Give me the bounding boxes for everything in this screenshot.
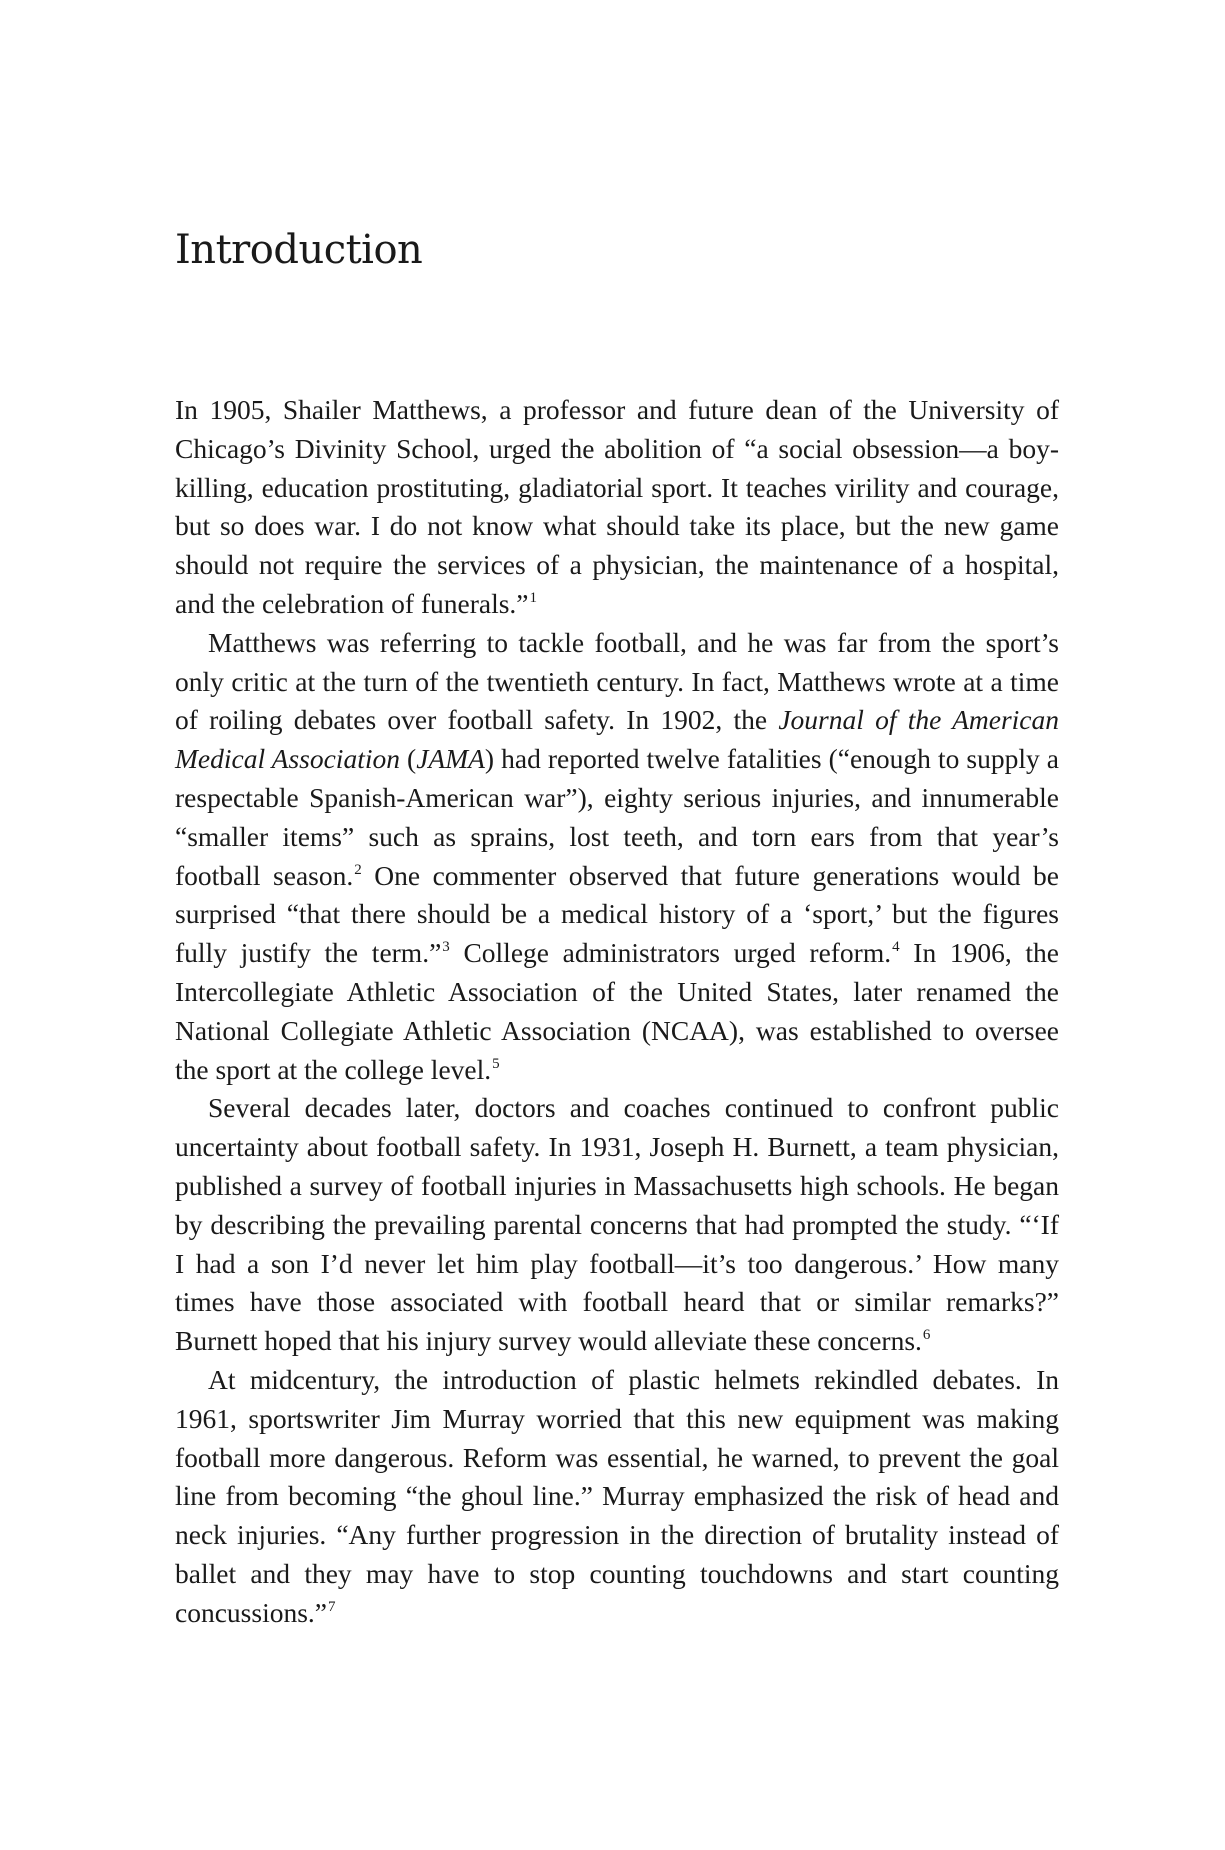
footnote-marker: 1 [529, 589, 538, 606]
italic-title: JAMA [416, 743, 485, 775]
footnote-marker: 6 [922, 1327, 931, 1344]
footnote-marker: 2 [354, 861, 362, 878]
text-run: In 1906, the Intercollegiate Athletic Association of the United States, later renamed the National Collegiate Athletic Association (NCAA), was established to oversee the sport at the college level. [175, 937, 1059, 1085]
chapter-title: Introduction [175, 227, 423, 273]
text-run: ) had reported twelve fatalities (“enough to supply a respectable Spanish-American war”), eighty serious injuries, and innumerable “smaller items” such as sprains, lost teeth, and torn ears from that year’s football season. [175, 743, 1059, 891]
footnote-marker: 5 [492, 1055, 500, 1072]
footnote-marker: 4 [892, 939, 900, 956]
paragraph [175, 1089, 1059, 1361]
text-run: One commenter observed that future generations would be surprised “that there should be a medical history of a ‘sport,’ but the figures fully justify the term.” [175, 859, 1059, 969]
text-run: ( [399, 743, 417, 775]
footnote-marker: 7 [328, 1598, 336, 1615]
text-run: At midcentury, the introduction of plastic helmets rekindled debates. In 1961, sportswriter Jim Murray worried that this new equipment was making football more dangerous. Reform was essential, he warned, to prevent the goal line from becoming “the ghoul line.” Murray emphasized the risk of head and neck injuries. “Any further progression in the direction of brutality instead of ballet and they may have to stop counting touchdowns and start counting concussions.” [175, 1363, 1059, 1628]
paragraph [175, 624, 1059, 1090]
paragraph [175, 391, 1059, 624]
paragraph [175, 1361, 1059, 1633]
footnote-marker: 3 [442, 939, 450, 956]
text-run: Matthews was referring to tackle football, and he was far from the sport’s only critic at the turn of the twentieth century. In fact, Matthews wrote at a time of roiling debates over football safety. In 1902, the [175, 626, 1059, 736]
body-text [175, 391, 1059, 1633]
text-run: In 1905, Shailer Matthews, a professor and future dean of the University of Chicago’s Divinity School, urged the abolition of “a social obsession—a boy-killing, education prostituting, gladiatorial sport. It teaches virility and courage, but so does war. I do not know what should take its place, but the new game should not require the services of a physician, the maintenance of a hospital, and the celebration of funerals.” [175, 394, 1059, 619]
text-run: Several decades later, doctors and coaches continued to confront public uncertainty about football safety. In 1931, Joseph H. Burnett, a team physician, published a survey of football injuries in Massachusetts high schools. He began by describing the prevailing parental concerns that had prompted the study. “‘If I had a son I’d never let him play football—it’s too dangerous.’ How many times have those associated with football heard that or similar remarks?” Burnett hoped that his injury survey would alleviate these concerns. [175, 1092, 1059, 1357]
italic-title: Journal of the American Medical Association [175, 704, 1059, 775]
text-run: College administrators urged reform. [449, 937, 892, 969]
